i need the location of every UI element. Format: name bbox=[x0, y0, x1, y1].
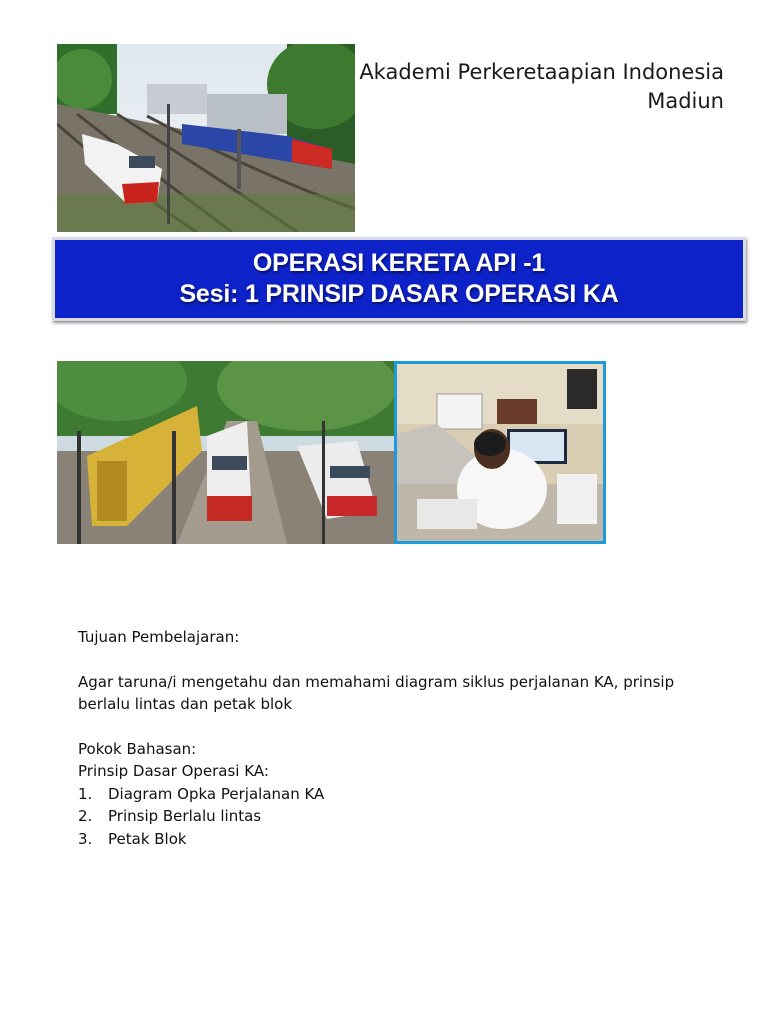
institution-line-1: Akademi Perkeretaapian Indonesia bbox=[359, 60, 724, 84]
institution-line-2: Madiun bbox=[647, 89, 724, 113]
title-banner bbox=[52, 237, 746, 321]
list-item-label: Prinsip Berlalu lintas bbox=[108, 807, 262, 825]
objectives-text: Agar taruna/i mengetahu dan memahami diagram siklus perjalanan KA, prinsip berlalu lintas dan petak blok bbox=[78, 672, 675, 713]
topics-heading: Pokok Bahasan: bbox=[78, 739, 197, 758]
topics-subheading: Prinsip Dasar Operasi KA: bbox=[78, 762, 269, 780]
list-item-number: 3. bbox=[78, 829, 93, 848]
session-title: Sesi: 1 PRINSIP DASAR OPERASI KA bbox=[179, 280, 619, 308]
institution-name bbox=[359, 58, 724, 116]
station-trains-photo bbox=[57, 361, 394, 544]
lesson-content bbox=[78, 626, 718, 850]
course-title: OPERASI KERETA API -1 bbox=[252, 249, 546, 277]
list-item bbox=[78, 783, 718, 806]
list-item-number: 1. bbox=[78, 784, 93, 803]
topic-list bbox=[78, 783, 718, 851]
objectives-heading: Tujuan Pembelajaran: bbox=[78, 628, 240, 646]
list-item-label: Petak Blok bbox=[108, 829, 187, 848]
list-item bbox=[78, 805, 718, 828]
list-item-label: Diagram Opka Perjalanan KA bbox=[108, 784, 325, 803]
train-yard-photo bbox=[57, 44, 355, 232]
control-room-photo bbox=[394, 361, 606, 544]
list-item-number: 2. bbox=[78, 807, 93, 825]
list-item bbox=[78, 828, 718, 851]
photo-strip bbox=[57, 361, 606, 544]
